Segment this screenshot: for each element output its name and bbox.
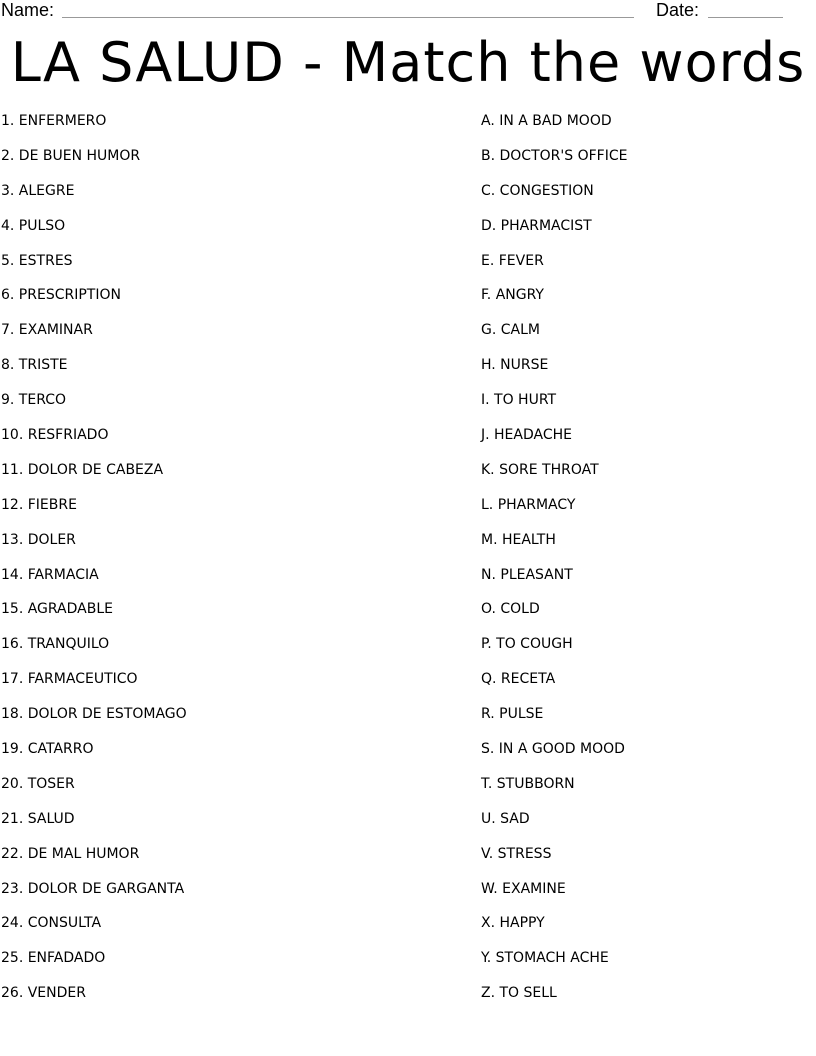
definition-item: Z. TO SELL bbox=[481, 985, 557, 1002]
worksheet-header bbox=[0, 0, 816, 22]
term-item: 15. AGRADABLE bbox=[1, 601, 113, 618]
definition-item: O. COLD bbox=[481, 601, 540, 618]
definition-item: G. CALM bbox=[481, 322, 540, 339]
definition-item: P. TO COUGH bbox=[481, 636, 573, 653]
term-item: 25. ENFADADO bbox=[1, 950, 106, 967]
term-item: 4. PULSO bbox=[1, 217, 66, 234]
definition-item: V. STRESS bbox=[481, 845, 552, 862]
term-item: 20. TOSER bbox=[1, 775, 75, 792]
term-item: 23. DOLOR DE GARGANTA bbox=[1, 880, 185, 897]
definition-item: U. SAD bbox=[481, 810, 530, 827]
definition-item: R. PULSE bbox=[481, 706, 544, 723]
term-item: 19. CATARRO bbox=[1, 741, 94, 758]
term-item: 10. RESFRIADO bbox=[1, 427, 109, 444]
term-item: 18. DOLOR DE ESTOMAGO bbox=[1, 706, 187, 723]
definition-item: A. IN A BAD MOOD bbox=[481, 113, 612, 129]
definition-item: C. CONGESTION bbox=[481, 182, 594, 199]
date-field-line[interactable] bbox=[708, 17, 783, 18]
term-item: 9. TERCO bbox=[1, 392, 67, 409]
term-item: 2. DE BUEN HUMOR bbox=[1, 147, 141, 164]
definition-item: Q. RECETA bbox=[481, 671, 556, 688]
term-item: 11. DOLOR DE CABEZA bbox=[1, 461, 164, 478]
term-item: 16. TRANQUILO bbox=[1, 636, 110, 653]
definition-item: B. DOCTOR'S OFFICE bbox=[481, 147, 628, 164]
name-label: Name: bbox=[1, 0, 55, 20]
name-field-line[interactable] bbox=[62, 17, 634, 18]
term-item: 6. PRESCRIPTION bbox=[1, 287, 121, 304]
definition-item: L. PHARMACY bbox=[481, 496, 576, 513]
term-item: 26. VENDER bbox=[1, 985, 86, 1002]
term-item: 8. TRISTE bbox=[1, 357, 68, 374]
definition-item: D. PHARMACIST bbox=[481, 217, 592, 234]
term-item: 17. FARMACEUTICO bbox=[1, 671, 138, 688]
date-label: Date: bbox=[656, 0, 700, 20]
spanish-terms-list bbox=[1, 111, 187, 1018]
definition-item: E. FEVER bbox=[481, 252, 544, 269]
definition-item: Y. STOMACH ACHE bbox=[481, 950, 609, 967]
definition-item: T. STUBBORN bbox=[481, 775, 575, 792]
definition-item: S. IN A GOOD MOOD bbox=[481, 741, 625, 758]
term-item: 5. ESTRES bbox=[1, 252, 73, 269]
definition-item: N. PLEASANT bbox=[481, 566, 573, 583]
term-item: 3. ALEGRE bbox=[1, 182, 75, 199]
term-item: 22. DE MAL HUMOR bbox=[1, 845, 140, 862]
page-title: LA SALUD - Match the words bbox=[10, 31, 806, 94]
definition-item: I. TO HURT bbox=[481, 392, 557, 409]
definition-item: W. EXAMINE bbox=[481, 880, 566, 897]
definition-item: X. HAPPY bbox=[481, 915, 545, 932]
term-item: 7. EXAMINAR bbox=[1, 322, 93, 339]
english-definitions-list bbox=[481, 111, 627, 1018]
term-item: 24. CONSULTA bbox=[1, 915, 102, 932]
definition-item: K. SORE THROAT bbox=[481, 461, 599, 478]
term-item: 14. FARMACIA bbox=[1, 566, 99, 583]
term-item: 12. FIEBRE bbox=[1, 496, 77, 513]
definition-item: F. ANGRY bbox=[481, 287, 544, 304]
definition-item: H. NURSE bbox=[481, 357, 549, 374]
term-item: 13. DOLER bbox=[1, 531, 76, 548]
term-item: 21. SALUD bbox=[1, 810, 75, 827]
term-item: 1. ENFERMERO bbox=[1, 113, 107, 129]
definition-item: M. HEALTH bbox=[481, 531, 556, 548]
definition-item: J. HEADACHE bbox=[481, 427, 572, 444]
